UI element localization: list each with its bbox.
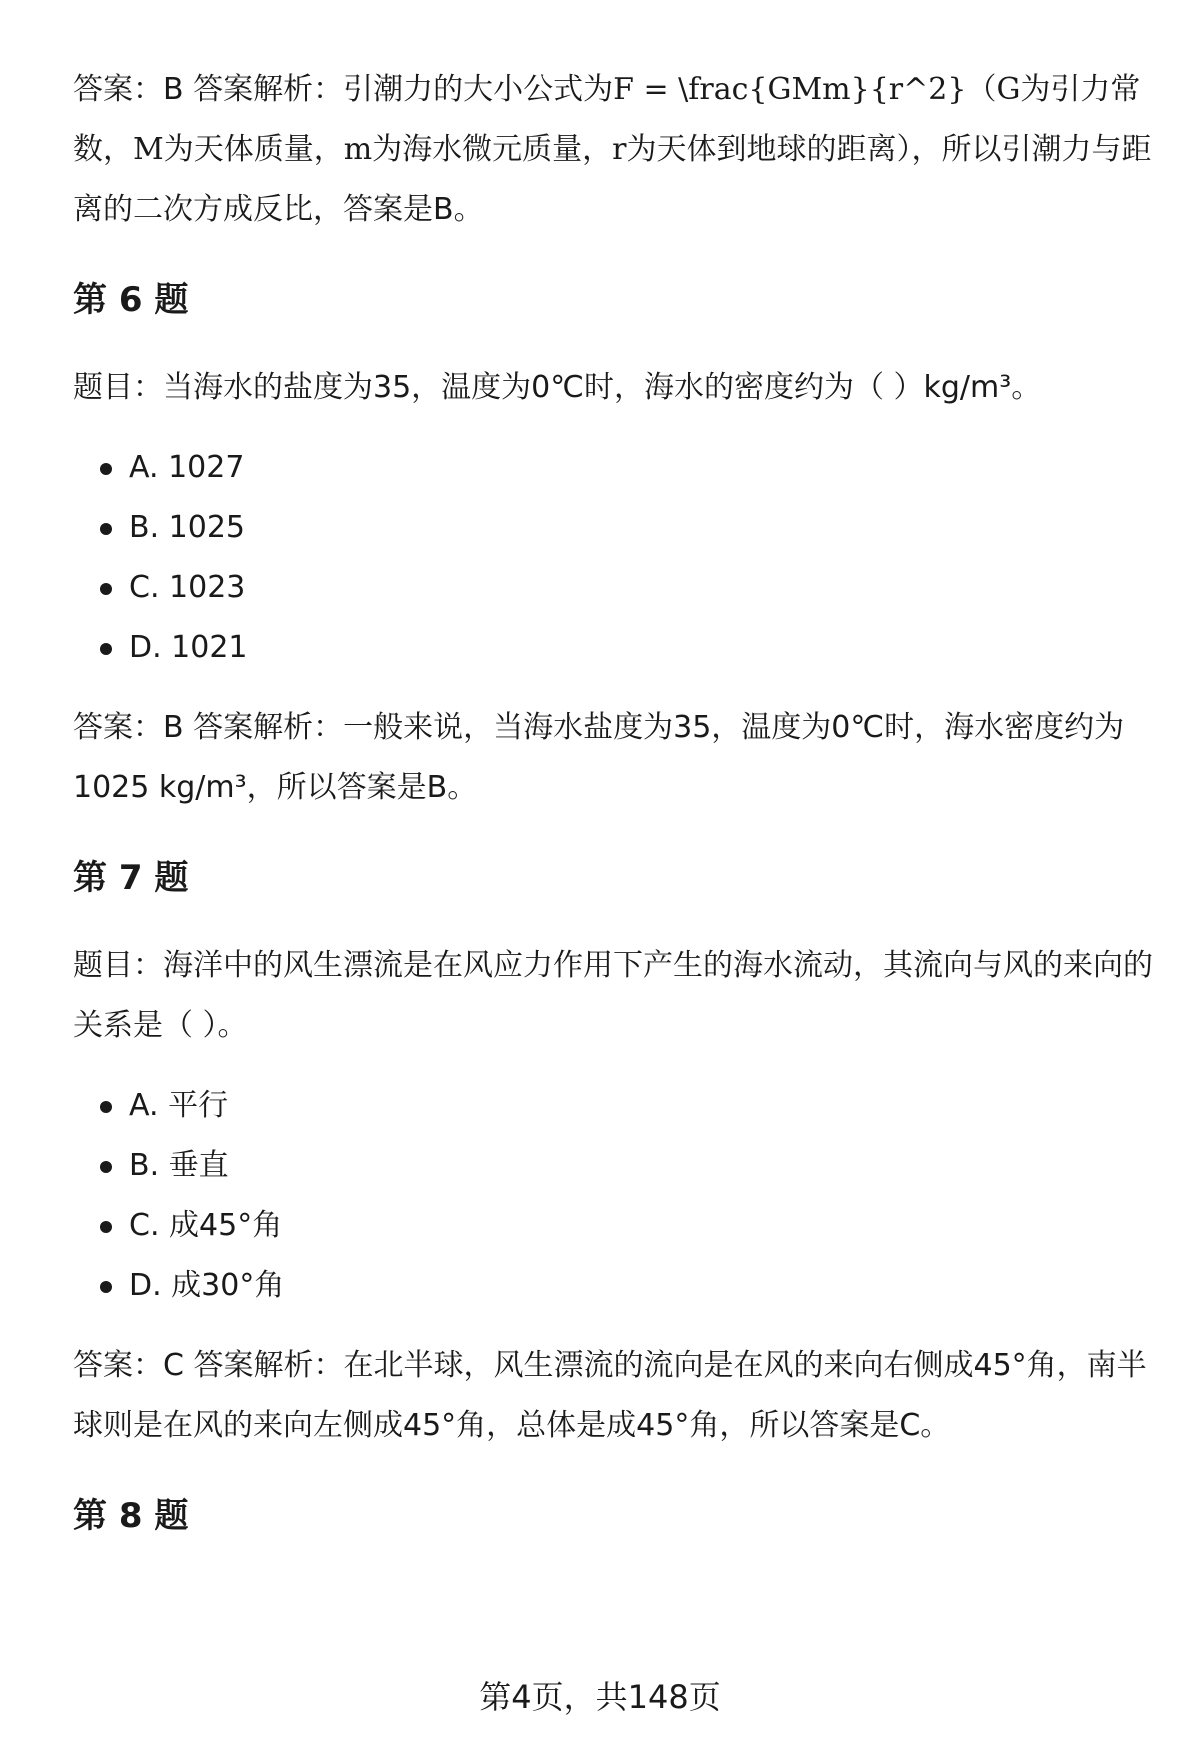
q6-answer-line-2: 1025 kg/m³，所以答案是B。 — [73, 770, 478, 805]
q7-option-d: D. 成30°角 — [73, 1256, 1153, 1316]
q5-answer-g: G — [996, 72, 1021, 107]
bullet-icon — [100, 1161, 112, 1173]
q7-option-a: A. 平行 — [73, 1076, 1153, 1136]
q7-options — [73, 1076, 1153, 1316]
bullet-icon — [100, 1221, 112, 1233]
q7-question — [73, 936, 1153, 1056]
q5-answer-formula: F = \frac{GMm}{r^2} — [613, 72, 967, 107]
bullet-icon — [100, 523, 112, 535]
q7-heading: 第 7 题 — [73, 858, 189, 898]
q6-answer — [73, 698, 1153, 818]
q7-answer — [73, 1336, 1153, 1456]
bullet-icon — [100, 643, 112, 655]
q6-option-a: A. 1027 — [73, 438, 1153, 498]
q5-answer-text-d: 数， — [73, 132, 133, 167]
q5-answer-line-2 — [73, 120, 1153, 180]
bullet-icon — [100, 1101, 112, 1113]
q7-option-b: B. 垂直 — [73, 1136, 1153, 1196]
q7-question-line-2: 关系是（ ）。 — [73, 1008, 248, 1043]
q6-option-b: B. 1025 — [73, 498, 1153, 558]
q5-answer-text-c: 为引力常 — [1020, 72, 1141, 107]
document-page — [73, 60, 1153, 1541]
q5-answer-text-b: （ — [966, 72, 997, 107]
q5-answer-text-g: 为天体到地球的距离），所以引潮力与距 — [626, 132, 1152, 167]
q5-answer-M: M — [133, 132, 164, 167]
q5-answer-text-e: 为天体质量， — [163, 132, 344, 167]
q5-answer — [73, 60, 1153, 240]
q6-option-c: C. 1023 — [73, 558, 1153, 618]
q7-question-line-1: 题目：海洋中的风生漂流是在风应力作用下产生的海水流动，其流向与风的来向的 — [73, 948, 1153, 983]
q7-answer-line-2: 球则是在风的来向左侧成45°角，总体是成45°角，所以答案是C。 — [73, 1408, 951, 1443]
q5-answer-m: m — [343, 132, 373, 167]
q6-heading: 第 6 题 — [73, 280, 189, 320]
q5-answer-r: r — [612, 132, 627, 167]
q6-question: 题目：当海水的盐度为35，温度为0℃时，海水的密度约为（ ）kg/m³。 — [73, 370, 1042, 405]
q8-heading: 第 8 题 — [73, 1496, 189, 1536]
q5-answer-text-a: 答案：B 答案解析：引潮力的大小公式为 — [73, 72, 614, 107]
bullet-icon — [100, 463, 112, 475]
q6-answer-line-1: 答案：B 答案解析：一般来说，当海水盐度为35，温度为0℃时，海水密度约为 — [73, 710, 1125, 745]
q7-answer-line-1: 答案：C 答案解析：在北半球，风生漂流的流向是在风的来向右侧成45°角，南半 — [73, 1348, 1147, 1383]
q7-option-c: C. 成45°角 — [73, 1196, 1153, 1256]
bullet-icon — [100, 1281, 112, 1293]
q5-answer-text-f: 为海水微元质量， — [372, 132, 613, 167]
q5-answer-line-3: 离的二次方成反比，答案是B。 — [73, 192, 484, 227]
q5-answer-line-1 — [73, 60, 1153, 120]
page-footer: 第4页，共148页 — [479, 1678, 721, 1716]
q6-options — [73, 438, 1153, 678]
q6-option-d: D. 1021 — [73, 618, 1153, 678]
bullet-icon — [100, 583, 112, 595]
